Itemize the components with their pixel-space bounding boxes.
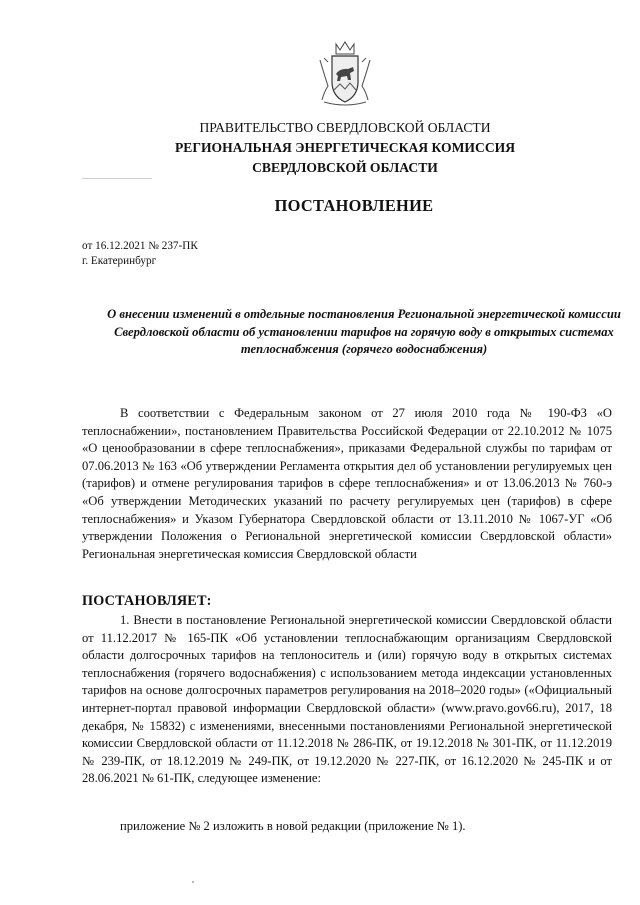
document-type-title: ПОСТАНОВЛЕНИЕ: [274, 196, 434, 215]
document-subject: О внесении изменений в отдельные постановления Региональной энергетической комиссии Свердловской области об установлении тарифов на горячую воду в открытых системах теплоснабжения (горячего водоснабжения): [107, 307, 621, 356]
resolve-heading: ПОСТАНОВЛЯЕТ:: [82, 593, 212, 609]
page-mark: [192, 881, 194, 883]
header-region: СВЕРДЛОВСКОЙ ОБЛАСТИ: [252, 160, 438, 175]
preamble-paragraph: В соответствии с Федеральным законом от 27 июля 2010 года № 190-ФЗ «О теплоснабжении», постановлением Правительства Российской Федерации от 22.10.2012 № 1075 «О ценообразовании в сфере теплоснабжения», приказами Федеральной службы по тарифам от 07.06.2013 № 163 «Об утверждении Регламента открытия дел об установлении регулируемых цен (тарифов) и отмене регулирования тарифов в сфере теплоснабжения» и от 13.06.2013 № 760-э «Об утверждении Методических указаний по расчету регулируемых цен (тарифов) в сфере теплоснабжения» и Указом Губернатора Свердловской области от 13.11.2010 № 1067-УГ «Об утверждении Положения о Региональной энергетической комиссии Свердловской области» Региональная энергетическая комиссия Свердловской области: [82, 406, 612, 561]
header-commission: РЕГИОНАЛЬНАЯ ЭНЕРГЕТИЧЕСКАЯ КОМИССИЯ: [174, 140, 516, 155]
header-government: ПРАВИТЕЛЬСТВО СВЕРДЛОВСКОЙ ОБЛАСТИ: [199, 120, 491, 135]
document-date-number: от 16.12.2021 № 237-ПК: [82, 240, 198, 252]
item-1-subparagraph: приложение № 2 изложить в новой редакции (приложение № 1).: [120, 819, 466, 833]
document-city: г. Екатеринбург: [82, 255, 157, 267]
item-1-paragraph: 1. Внести в постановление Региональной энергетической комиссии Свердловской области от 11.12.2017 № 165-ПК «Об установлении теплоснабжающим организациям Свердловской области долгосрочных тарифов на теплоноситель и (или) горячую воду в открытых системах теплоснабжения (горячего водоснабжения) с использованием метода индексации установленных тарифов на основе долгосрочных параметров регулирования на 2018–2020 годы» («Официальный интернет-портал правовой информации Свердловской области» (www.pravo.gov66.ru), 2017, 18 декабря, № 15832) с изменениями, внесенными постановлениями Региональной энергетической комиссии Свердловской области от 11.12.2018 № 286-ПК, от 19.12.2018 № 301-ПК, от 11.12.2019 № 239-ПК, от 18.12.2019 № 249-ПК, от 19.12.2020 № 227-ПК, от 16.12.2020 № 245-ПК и от 28.06.2021 № 61-ПК, следующее изменение:: [82, 613, 612, 786]
header-divider: [82, 178, 152, 179]
coat-of-arms-icon: [314, 40, 376, 108]
